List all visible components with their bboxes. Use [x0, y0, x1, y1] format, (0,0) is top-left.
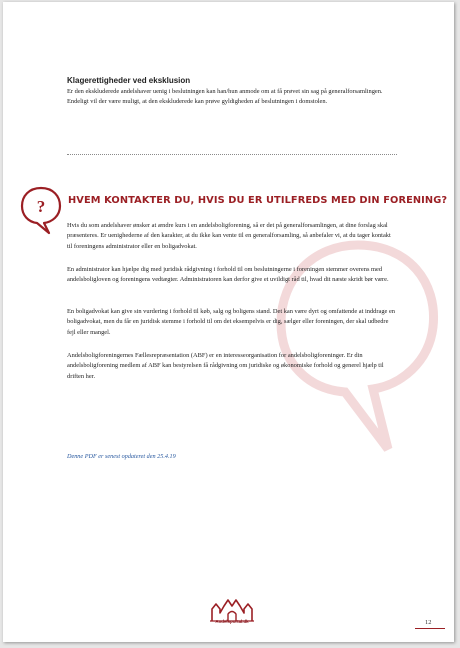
exclusion-paragraph: Er den ekskluderede andelshaver uenig i beslutningen kan han/hun anmode om at få prøvet sin sag på generalforsamlingen. Endeligt vil der være muligt, at den ekskluderede kan prøve gyldigheden af beslutningen i domstolen. — [67, 88, 383, 106]
main-section-heading: HVEM KONTAKTER DU, HVIS DU ER UTILFREDS MED DIN FORENING? — [68, 195, 448, 206]
question-speech-bubble-icon — [19, 185, 63, 235]
svg-text:?: ? — [36, 197, 46, 216]
page-number: 12 — [425, 619, 432, 626]
last-updated-note: Denne PDF er senest opdateret den 25.4.19 — [67, 453, 176, 460]
paragraph-abf: Andelsboligforeningernes Fællesrepræsentation (ABF) er en interesseorganisation for andelsboligforeninger. Er din andelsboligforening medlem af ABF kan bestyrelsen få rådgivning om juridiske og økonomiske forhold og generel hjælp til driften her. — [67, 352, 384, 380]
document-page — [3, 2, 454, 642]
paragraph-boligadvokat: En boligadvokat kan give sin vurdering i forhold til køb, salg og boligens stand. Det kan være dyrt og omfattende at inddrage en boligadvokat, men du får en juridisk stemme i forhold til om det eksempelvis er dig, sælger eller foreningen, der skal udbedre fejl eller mangel. — [67, 308, 395, 336]
logo-text: Andelsportal.dk — [215, 619, 249, 624]
page-number-underline — [415, 628, 445, 629]
section-heading-exclusion: Klagerettigheder ved eksklusion — [67, 76, 191, 85]
paragraph-generalforsamling: Hvis du som andelshaver ønsker at ændre kurs i en andelsboligforening, så er det på generalforsamlingen, at dine forslag skal præsenteres. Er uenighederne af den karakter, at du ikke kan vente til en generalforsamling, så anbefaler vi, at du tager kontakt til foreningens administrator eller en boligadvokat. — [67, 222, 391, 250]
dotted-divider — [67, 154, 397, 155]
paragraph-administrator: En administrator kan hjælpe dig med juridisk rådgivning i forhold til om beslutningerne i foreningen stemmer overens med andelsboligloven og foreningens vedtægter. Administratoren kan derfor give et uvildigt råd til, hvad dit næste skridt bør være. — [67, 266, 389, 284]
